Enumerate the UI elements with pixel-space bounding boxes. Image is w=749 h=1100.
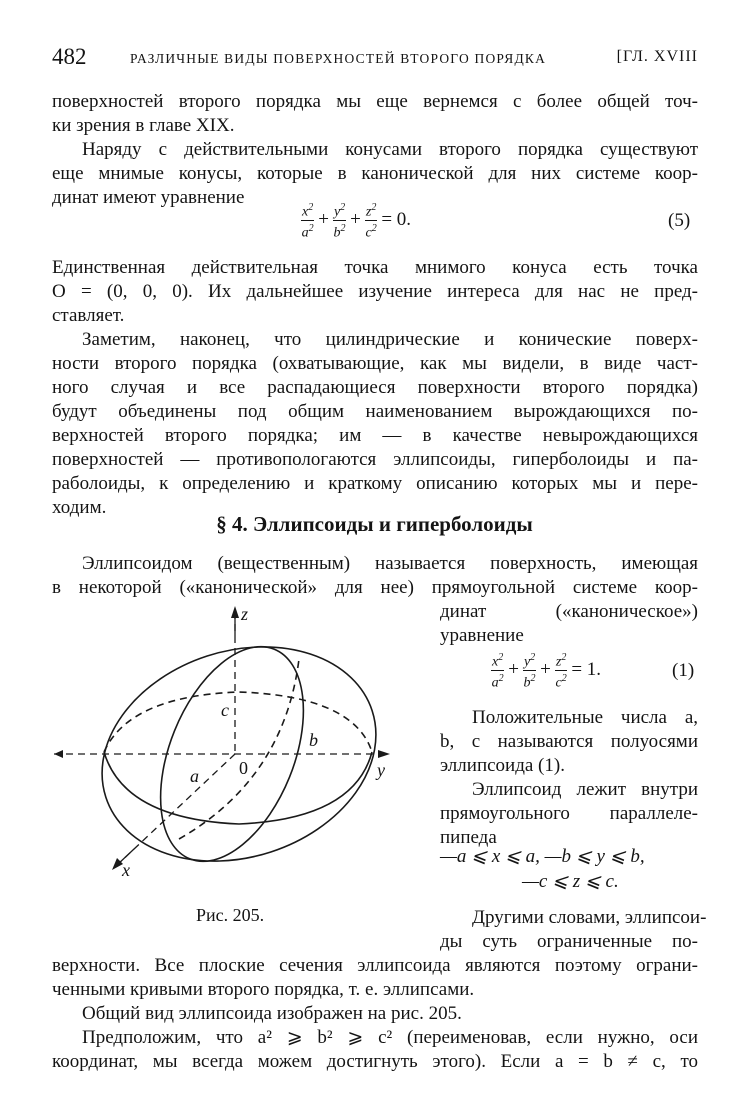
label-c: c (221, 700, 229, 720)
equation-1: $\frac{x^2}{a^2}$ + $\frac{y^2}{b^2}$ + $\frac{z^2}{c^2}$ = 1. (491, 652, 602, 691)
text-line: ного случая и все распадающиеся поверхности второго порядка) (52, 377, 698, 398)
text-line: в некоторой («канонической» для нее) прямоугольной системе коор- (52, 577, 698, 598)
section-heading: § 4. Эллипсоиды и гиперболоиды (216, 512, 533, 536)
text-line: Наряду с действительными конусами второго порядка существуют (82, 139, 698, 160)
equation-number-5: (5) (668, 210, 691, 231)
text-line: ки зрения в главе XIX. (52, 115, 235, 136)
text-line: b, c называются полуосями (440, 731, 698, 752)
text-line: еще мнимые конусы, которые в канонической для них системе коор- (52, 163, 698, 184)
text-line: верхностей второго порядка; им — в качестве невырождающихся (52, 425, 698, 446)
text-line: Другими словами, эллипсои- (472, 907, 707, 928)
text-line: ходим. (52, 497, 107, 518)
ellipsoid-figure (54, 604, 424, 894)
chapter-marker: [ГЛ. XVIII (616, 48, 698, 65)
text-line: прямоугольного параллеле- (440, 803, 698, 824)
text-line: пипеда (440, 827, 497, 848)
label-y: y (377, 760, 385, 780)
text-line: Эллипсоид лежит внутри (472, 779, 698, 800)
text-line: поверхностей второго порядка мы еще вернемся с более общей точ- (52, 91, 698, 112)
inequality-line: —c ⩽ z ⩽ c. (522, 871, 619, 892)
label-origin: 0 (239, 758, 248, 778)
left-arrow-tip (54, 750, 63, 758)
text-line: Единственная действительная точка мнимого конуса есть точка (52, 257, 698, 278)
figure-caption: Рис. 205. (196, 905, 265, 925)
text-line: верхности. Все плоские сечения эллипсоида являются поэтому ограни- (52, 955, 698, 976)
text-line: ставляет. (52, 305, 125, 326)
inequality-line: —a ⩽ x ⩽ a, —b ⩽ y ⩽ b, (440, 846, 645, 867)
text-line: координат, мы всегда можем достигнуть этого). Если a = b ≠ c, то (52, 1051, 698, 1072)
label-z: z (241, 604, 249, 624)
text-line: динат («каноническое») (440, 601, 698, 622)
text-line: ности второго порядка (охватывающие, как мы видели, в виде част- (52, 353, 698, 374)
text-line: будут объединены под общим наименованием вырождающихся по- (52, 401, 698, 422)
text-line: ченными кривыми второго порядка, т. е. эллипсами. (52, 979, 475, 1000)
text-line: Общий вид эллипсоида изображен на рис. 205. (82, 1003, 462, 1024)
label-x: x (122, 860, 130, 880)
y-arrow (378, 750, 390, 758)
label-a: a (190, 766, 199, 786)
text-line: уравнение (440, 625, 524, 646)
text-line: раболоиды, к определению и краткому описанию которых мы и пере- (52, 473, 698, 494)
label-b: b (309, 730, 318, 750)
text-line: O = (0, 0, 0). Их дальнейшее изучение интереса для нас не пред- (52, 281, 698, 302)
text-line: Предположим, что a² ⩾ b² ⩾ c² (переименовав, если нужно, оси (82, 1027, 698, 1048)
text-line: Положительные числа a, (472, 707, 698, 728)
text-line: динат имеют уравнение (52, 187, 245, 208)
text-line: Заметим, наконец, что цилиндрические и конические поверх- (82, 329, 698, 350)
page-number: 482 (52, 44, 87, 69)
text-line: Эллипсоидом (вещественным) называется поверхность, имеющая (82, 553, 698, 574)
running-title: РАЗЛИЧНЫЕ ВИДЫ ПОВЕРХНОСТЕЙ ВТОРОГО ПОРЯДКА (130, 51, 547, 66)
meridian-xz-back (179, 659, 299, 839)
text-line: ды суть ограниченные по- (440, 931, 698, 952)
text-line: поверхностей — противопологаются эллипсоиды, гиперболоиды и па- (52, 449, 698, 470)
equator-back (104, 692, 372, 752)
page-header (52, 44, 698, 74)
equation-number-1: (1) (672, 660, 695, 681)
equator-front (104, 752, 372, 824)
equation-5: $\frac{x^2}{a^2}$ + $\frac{y^2}{b^2}$ + $\frac{z^2}{c^2}$ = 0. (301, 202, 412, 241)
z-arrow (231, 606, 239, 618)
text-line: эллипсоида (1). (440, 755, 565, 776)
